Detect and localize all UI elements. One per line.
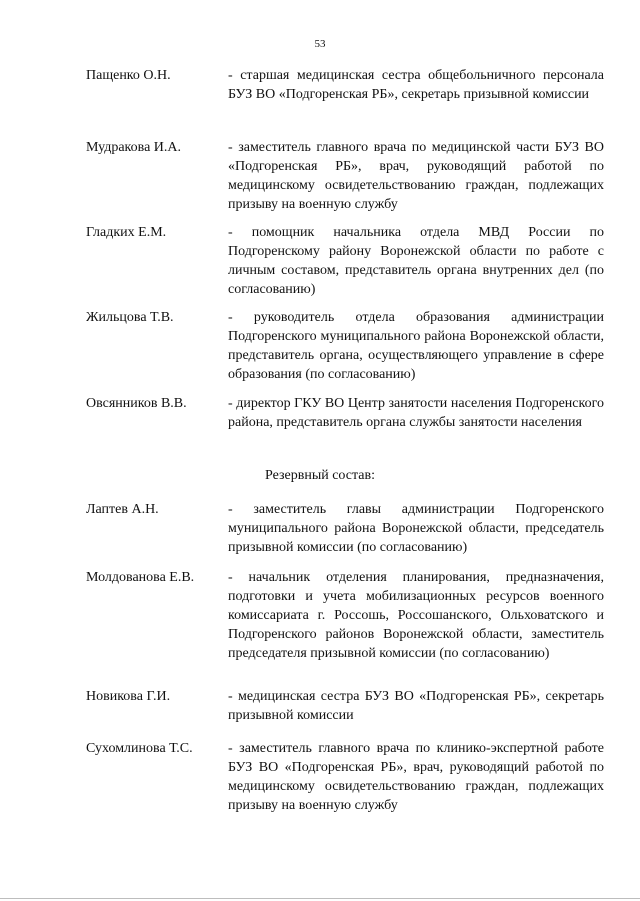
reserve-section-title: Резервный состав: (264, 468, 375, 483)
reserve-member-name: Лаптев А.Н. (86, 502, 159, 517)
reserve-member-role: - заместитель главы администрации Подгоренского муниципального района Воронежской области, председатель призывной комиссии (по согласованию) (228, 502, 604, 555)
page-number: 53 (314, 38, 326, 50)
reserve-member-name: Новикова Г.И. (86, 689, 171, 704)
member-name: Мудракова И.А. (86, 140, 182, 155)
member-name: Овсянников В.В. (86, 396, 187, 411)
member-role: - директор ГКУ ВО Центр занятости населения Подгоренского района, представитель органа службы занятости населения (228, 396, 604, 430)
reserve-member-role: - медицинская сестра БУЗ ВО «Подгоренская РБ», секретарь призывной комиссии (228, 689, 604, 723)
page-bottom-edge (0, 898, 640, 899)
reserve-member-role: - начальник отделения планирования, предназначения, подготовки и учета мобилизационных ресурсов военного комиссариата г. Россошь, Россошанского, Ольховатского и Подгоренского районов Воронежской области, заместитель председателя призывной комиссии (по согласованию) (228, 570, 604, 661)
member-name: Пащенко О.Н. (86, 68, 171, 83)
reserve-member-role: - заместитель главного врача по клинико-экспертной работе БУЗ ВО «Подгоренская РБ», врач, руководящий работой по медицинскому освидетельствованию граждан, подлежащих призыву на военную службу (228, 741, 604, 813)
member-role: - помощник начальника отдела МВД России по Подгоренскому району Воронежской области по работе с личным составом, представитель органа внутренних дел (по согласованию) (228, 225, 604, 297)
member-name: Жильцова Т.В. (86, 310, 174, 325)
member-name: Гладких Е.М. (86, 225, 167, 240)
member-role: - старшая медицинская сестра общебольничного персонала БУЗ ВО «Подгоренская РБ», секретарь призывной комиссии (228, 68, 604, 102)
member-role: - руководитель отдела образования администрации Подгоренского муниципального района Воронежской области, представитель органа, осуществляющего управление в сфере образования (по согласованию) (228, 310, 604, 382)
reserve-member-name: Молдованова Е.В. (86, 570, 195, 585)
reserve-member-name: Сухомлинова Т.С. (86, 741, 193, 756)
member-role: - заместитель главного врача по медицинской части БУЗ ВО «Подгоренская РБ», врач, руководящий работой по медицинскому освидетельствованию граждан, подлежащих призыву на военную службу (228, 140, 604, 212)
